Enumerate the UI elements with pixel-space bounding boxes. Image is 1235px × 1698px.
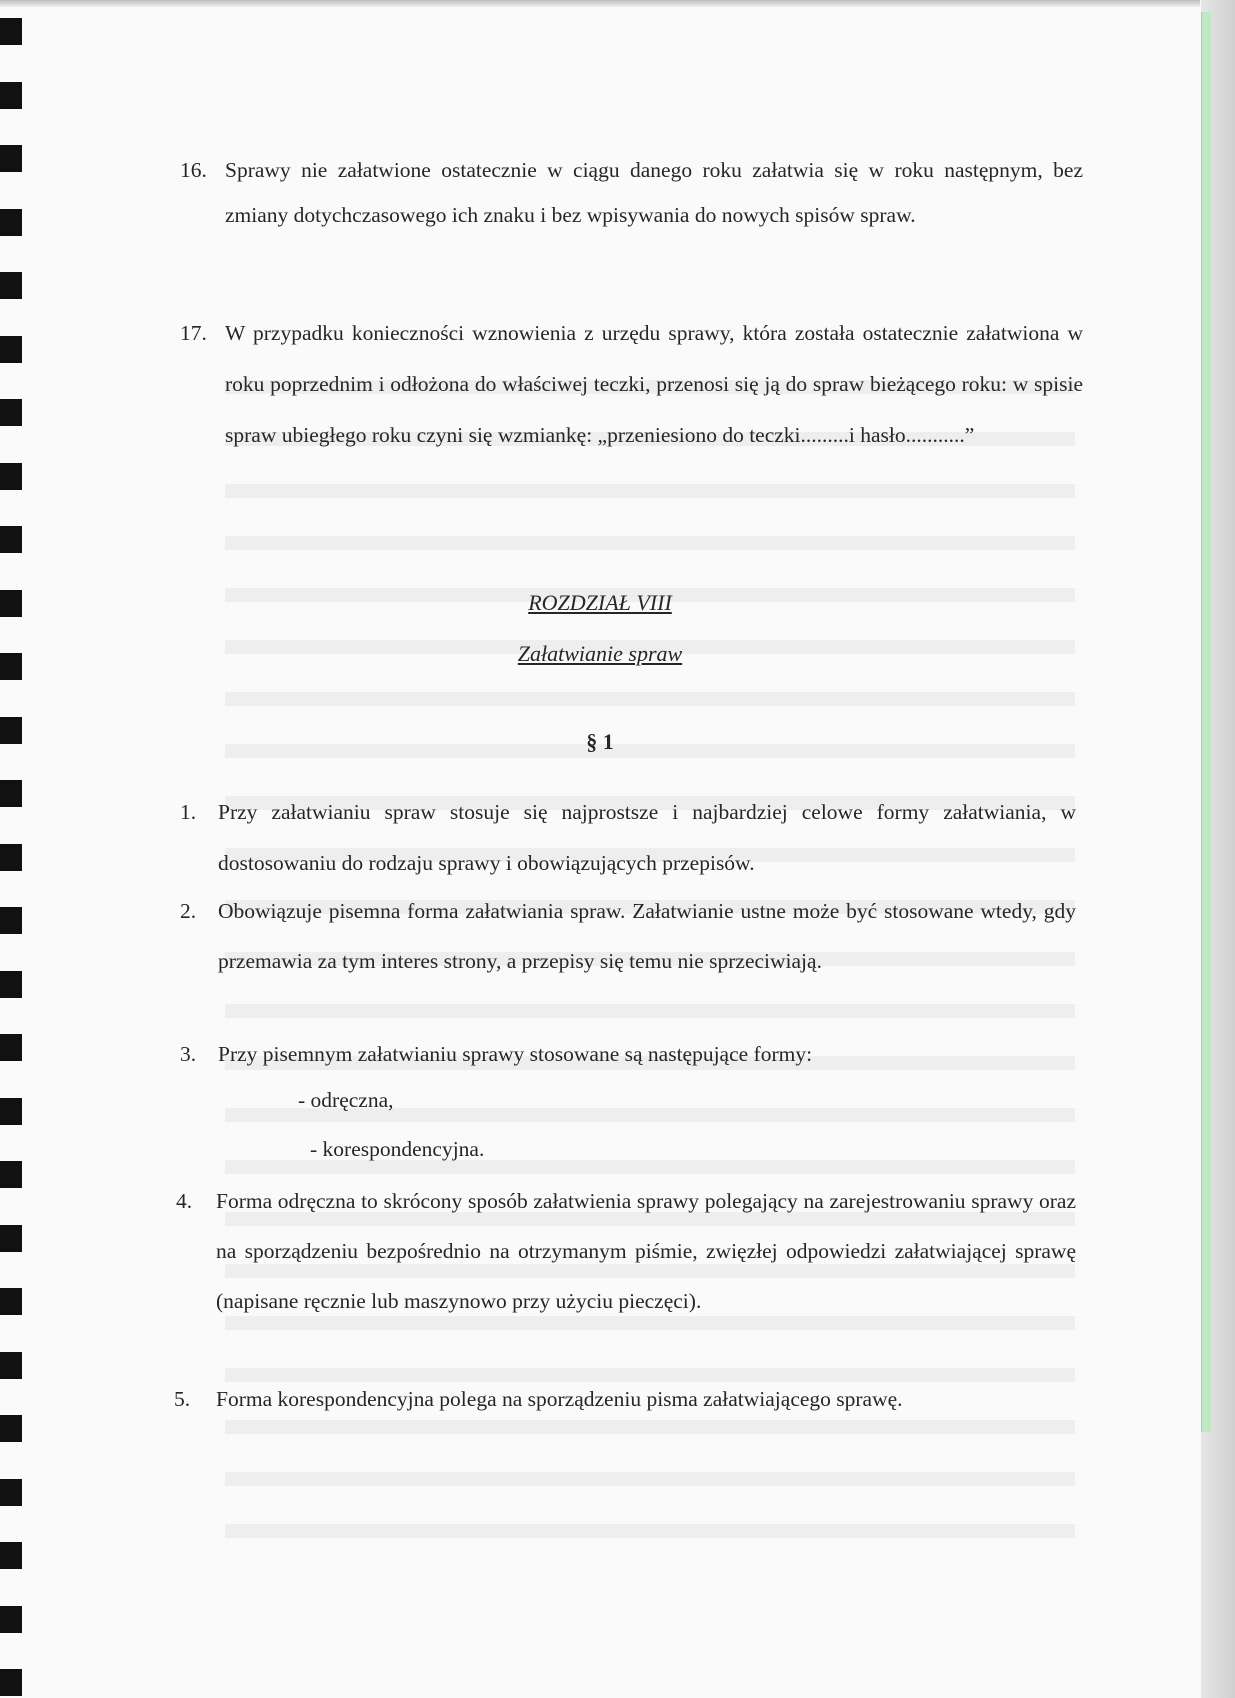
binding-hole xyxy=(0,336,22,363)
item-number: 3. xyxy=(180,1042,197,1066)
binding-hole xyxy=(0,1034,22,1061)
binding-hole xyxy=(0,399,22,426)
binding-hole xyxy=(0,18,22,45)
binding-hole xyxy=(0,907,22,934)
item-text: Forma odręczna to skrócony sposób załatwienia sprawy polegający na zarejestrowaniu sprawy oraz na sporządzeniu bezpośrednio na otrzymanym piśmie, zwięzłej odpowiedzi załatwiającej sprawę (napisane ręcznie lub maszynowo przy użyciu pieczęci). xyxy=(216,1189,1076,1313)
binding-hole xyxy=(0,971,22,998)
binding-hole xyxy=(0,1479,22,1506)
page-top-edge xyxy=(0,0,1200,7)
item-text: Przy pisemnym załatwianiu sprawy stosowane są następujące formy: xyxy=(218,1042,813,1066)
binding-hole xyxy=(0,844,22,871)
chapter-title: ROZDZIAŁ VIII xyxy=(528,590,672,615)
item-number: 1. xyxy=(180,800,197,824)
binding-hole xyxy=(0,653,22,680)
item-number: 2. xyxy=(180,899,197,923)
list-item-4 xyxy=(176,1176,1076,1326)
item-number: 16. xyxy=(180,158,207,182)
list-item-17 xyxy=(180,308,1084,461)
list-item-5 xyxy=(174,1376,1076,1423)
form-option-handwritten: - odręczna, xyxy=(298,1088,394,1112)
binding-hole xyxy=(0,272,22,299)
binding-hole xyxy=(0,1415,22,1442)
binding-hole xyxy=(0,209,22,236)
binding-hole xyxy=(0,1098,22,1125)
chapter-subtitle: Załatwianie spraw xyxy=(517,641,683,666)
binding-hole xyxy=(0,463,22,490)
spiral-binding xyxy=(0,0,26,1698)
binding-hole xyxy=(0,590,22,617)
binding-hole xyxy=(0,145,22,172)
binding-hole xyxy=(0,1606,22,1633)
item-text: Przy załatwianiu spraw stosuje się najprostsze i najbardziej celowe formy załatwiania, w dostosowaniu do rodzaju sprawy i obowiązujących przepisów. xyxy=(218,800,1076,875)
binding-hole xyxy=(0,1669,22,1696)
list-item-2 xyxy=(180,886,1076,986)
item-text: Forma korespondencyjna polega na sporządzeniu pisma załatwiającego sprawę. xyxy=(216,1387,903,1411)
item-text: W przypadku konieczności wznowienia z urzędu sprawy, która została ostatecznie załatwiona w roku poprzednim i odłożona do właściwej teczki, przenosi się ją do spraw bieżącego roku: w spisie spraw ubiegłego roku czyni się wzmiankę: „przeniesiono do teczki.........i hasło...........” xyxy=(225,321,1083,447)
item-number: 17. xyxy=(180,321,207,345)
binding-hole xyxy=(0,1352,22,1379)
list-item-1 xyxy=(180,787,1076,889)
binding-hole xyxy=(0,526,22,553)
item-text: Sprawy nie załatwione ostatecznie w ciągu danego roku załatwia się w roku następnym, bez zmiany dotychczasowego ich znaku i bez wpisywania do nowych spisów spraw. xyxy=(225,158,1083,227)
binding-hole xyxy=(0,82,22,109)
binding-hole xyxy=(0,1161,22,1188)
binding-hole xyxy=(0,1225,22,1252)
section-mark: § 1 xyxy=(586,729,614,754)
list-item-3 xyxy=(180,1029,1076,1079)
binding-hole xyxy=(0,717,22,744)
item-text: Obowiązuje pisemna forma załatwiania spraw. Załatwianie ustne może być stosowane wtedy, gdy przemawia za tym interes strony, a przepisy się temu nie sprzeciwiają. xyxy=(218,899,1076,973)
list-item-16 xyxy=(180,148,1084,238)
green-divider-strip xyxy=(1201,12,1211,1432)
binding-hole xyxy=(0,1542,22,1569)
form-option-correspondence: - korespondencyjna. xyxy=(310,1137,485,1161)
item-number: 4. xyxy=(176,1189,193,1213)
binding-hole xyxy=(0,1288,22,1315)
binding-hole xyxy=(0,780,22,807)
item-number: 5. xyxy=(174,1387,191,1411)
